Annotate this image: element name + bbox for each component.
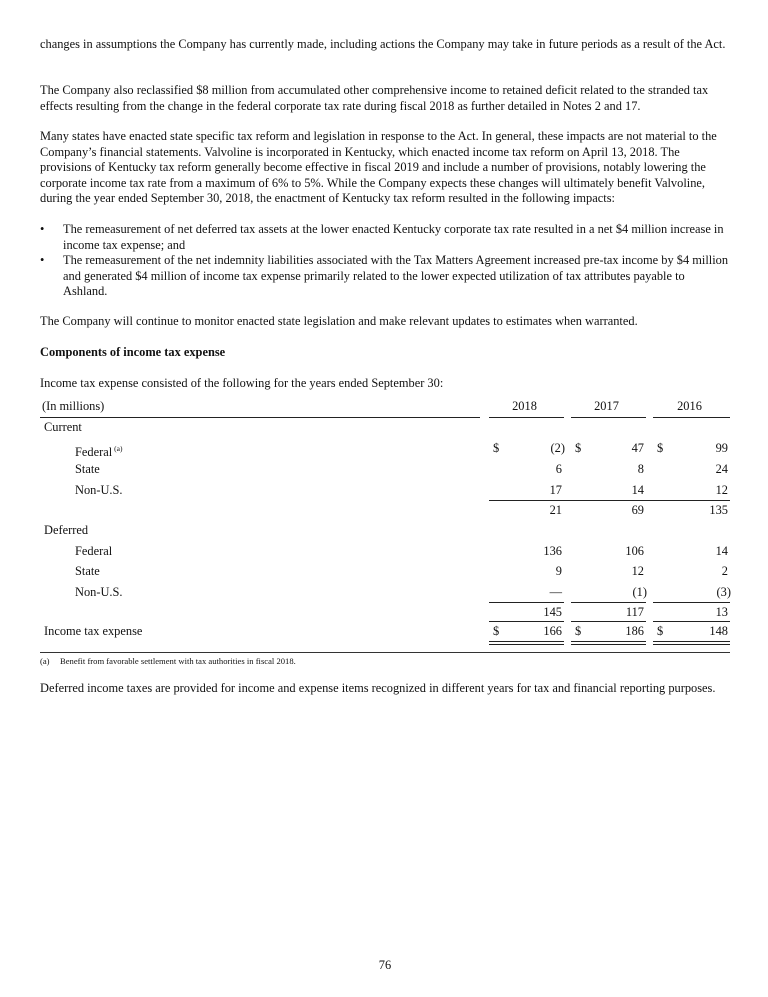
header-rule: [571, 417, 646, 418]
subtotal-2016: 135: [709, 503, 728, 517]
bullet-item: [40, 253, 730, 300]
footnote-ref: (a): [114, 444, 123, 453]
header-rule: [489, 417, 564, 418]
paragraph-monitor-legislation: The Company will continue to monitor enacted state legislation and make relevant updates to estimates when warranted.: [40, 314, 638, 328]
subtotal-2018: 21: [549, 503, 562, 517]
double-underline: [489, 641, 564, 645]
currency-symbol: $: [575, 441, 582, 455]
table-row-current-federal: [40, 441, 730, 457]
group-row-current: [40, 420, 730, 436]
value-2017: 106: [625, 544, 644, 558]
column-header-2018: 2018: [512, 399, 537, 413]
header-rule: [40, 417, 480, 418]
subtotal-rule: [571, 602, 646, 603]
value-2016: 24: [715, 462, 728, 476]
paragraph-state-tax-reform: Many states have enacted state specific tax reform and legislation in response to the Act. In general, these impacts are not material to the Company’s financial statements. Valvoline is incorporated in Kentucky, which enacted income tax reform on April 13, 2018. The provisions of Kentucky tax reform generally become effective in fiscal 2019 and include a number of provisions, notably lowering the corporate income tax rate from a maximum of 6% to 5%. While the Company expects these changes will ultimately benefit Valvoline, during the year ended September 30, 2018, the enactment of Kentucky tax reform resulted in the following impacts:: [40, 129, 717, 206]
group-row-deferred: [40, 523, 730, 539]
value-2017: 8: [637, 462, 644, 476]
row-label: State: [75, 564, 100, 578]
double-underline: [571, 641, 646, 645]
total-rule: [489, 621, 564, 622]
currency-symbol: $: [575, 624, 582, 638]
header-rule: [653, 417, 730, 418]
value-2018: 17: [549, 483, 562, 497]
table-header-row: [40, 399, 730, 415]
impacts-bullet-list: [40, 222, 730, 300]
total-2018: 166: [543, 624, 562, 638]
bullet-text: The remeasurement of the net indemnity liabilities associated with the Tax Matters Agreement increased pre-tax income by $4 million and generated $4 million of income tax expense primarily related to the lower expected utilization of tax attributes payable to Ashland.: [63, 253, 729, 299]
total-2016: 148: [709, 624, 728, 638]
bullet-icon: •: [40, 253, 45, 268]
total-2017: 186: [625, 624, 644, 638]
table-row-deferred-non-us: [40, 585, 730, 601]
unit-label: (In millions): [42, 399, 105, 413]
value-2017: 12: [631, 564, 644, 578]
currency-symbol: $: [493, 624, 500, 638]
subtotal-2017: 69: [631, 503, 644, 517]
value-2016: 12: [715, 483, 728, 497]
value-2017: 14: [631, 483, 644, 497]
currency-symbol: $: [493, 441, 500, 455]
row-label: State: [75, 462, 100, 476]
subtotal-rule: [489, 602, 564, 603]
table-row-total: [40, 624, 730, 640]
row-label: Income tax expense: [44, 624, 143, 638]
bullet-text: The remeasurement of net deferred tax assets at the lower enacted Kentucky corporate tax rate resulted in a net $4 million increase in income tax expense; and: [63, 222, 724, 252]
paragraph-table-intro: Income tax expense consisted of the following for the years ended September 30:: [40, 376, 444, 390]
row-label: Non-U.S.: [75, 483, 123, 497]
table-row-deferred-subtotal: [40, 605, 730, 621]
currency-symbol: $: [657, 441, 664, 455]
subtotal-rule: [653, 602, 730, 603]
value-2016: (3): [716, 585, 731, 599]
footnote-text: Benefit from favorable settlement with tax authorities in fiscal 2018.: [60, 656, 296, 666]
value-2017: (1): [632, 585, 647, 599]
value-2016: 14: [715, 544, 728, 558]
subtotal-2016: 13: [715, 605, 728, 619]
subtotal-2018: 145: [543, 605, 562, 619]
value-2018: (2): [550, 441, 565, 455]
group-label: Deferred: [44, 523, 89, 537]
value-2018: 9: [555, 564, 562, 578]
paragraph-deferred-taxes: Deferred income taxes are provided for income and expense items recognized in different years for tax and financial reporting purposes.: [40, 681, 716, 695]
value-2018: 136: [543, 544, 562, 558]
page-number: 76: [378, 958, 392, 972]
subtotal-2017: 117: [625, 605, 644, 619]
value-2016: 2: [721, 564, 728, 578]
currency-symbol: $: [657, 624, 664, 638]
table-row-current-subtotal: [40, 503, 730, 519]
row-label: Federal $^{(a)}$: [75, 444, 123, 459]
section-heading: Components of income tax expense: [40, 345, 226, 359]
footnote: [40, 656, 296, 667]
bullet-item: [40, 222, 730, 253]
total-rule: [653, 621, 730, 622]
footnote-rule: [40, 652, 730, 653]
paragraph-act-assumptions: changes in assumptions the Company has currently made, including actions the Company may take in future periods as a result of the Act.: [40, 37, 726, 51]
group-label: Current: [44, 420, 82, 434]
row-label: Federal: [75, 544, 113, 558]
table-row-current-state: [40, 462, 730, 478]
column-header-2017: 2017: [594, 399, 619, 413]
footnote-mark: (a): [40, 656, 50, 666]
value-2016: 99: [715, 441, 728, 455]
value-2018: —: [549, 585, 562, 599]
total-rule: [571, 621, 646, 622]
bullet-icon: •: [40, 222, 45, 236]
table-row-deferred-state: [40, 564, 730, 580]
paragraph-reclassification: The Company also reclassified $8 million from accumulated other comprehensive income to retained deficit related to the stranded tax effects resulting from the change in the federal corporate tax rate during fiscal 2018 as further detailed in Notes 2 and 17.: [40, 83, 709, 113]
value-2017: 47: [631, 441, 644, 455]
table-row-deferred-federal: [40, 544, 730, 560]
subtotal-rule: [489, 500, 730, 501]
table-row-current-non-us: [40, 483, 730, 499]
row-label: Non-U.S.: [75, 585, 123, 599]
double-underline: [653, 641, 730, 645]
column-header-2016: 2016: [677, 399, 702, 413]
value-2018: 6: [555, 462, 562, 476]
